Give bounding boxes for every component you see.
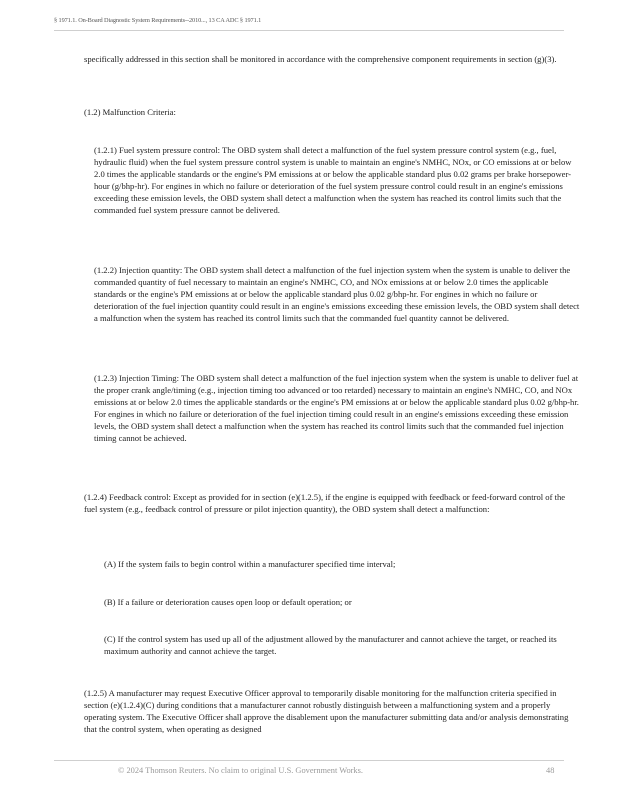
list-item-b: (B) If a failure or deterioration causes open loop or default operation; or (104, 597, 352, 607)
running-header: § 1971.1. On-Board Diagnostic System Requirements--2010..., 13 CA ADC § 1971.1 (54, 17, 262, 24)
paragraph-1-2-1: (1.2.1) Fuel system pressure control: The OBD system shall detect a malfunction of the fuel system pressure control system (e.g., fuel, hydraulic fluid) when the fuel system pressure control system is unable to maintain an engine's NMHC, NOx, or CO emissions at or below 2.0 times the applicable standards or the engine's PM emissions at or below the applicable standard plus 0.02 grams per brake horsepower-hour (g/bhp-hr). For engines in which no failure or deterioration of the fuel system pressure control could result in an engine's emissions exceeding these emission levels, the OBD system shall detect a malfunction when the system has reached its control limits such that the commanded fuel system pressure cannot be delivered. (94, 145, 572, 216)
paragraph-1-2-5: (1.2.5) A manufacturer may request Executive Officer approval to temporarily disable monitoring for the malfunction criteria specified in section (e)(1.2.4)(C) during conditions that a manufacturer cannot robustly distinguish between a malfunctioning system and a properly operating system. The Executive Officer shall approve the disablement upon the manufacturer submitting data and/or analysis demonstrating that the control system, when operating as designed (84, 688, 569, 735)
footer-divider (54, 760, 564, 761)
paragraph-1-2-3: (1.2.3) Injection Timing: The OBD system shall detect a malfunction of the fuel injection system when the system is unable to deliver fuel at the proper crank angle/timing (e.g., injection timing too advanced or too retarded) necessary to maintain an engine's NMHC, CO, and NOx emissions at or below 2.0 times the applicable standards or the engine's PM emissions at or below the applicable standard plus 0.02 g/bhp-hr. For engines in which no failure or deterioration of the fuel injection timing could result in an engine's emissions exceeding these emission levels, the OBD system shall detect a malfunction when the system has reached its control limits such that the commanded fuel injection timing cannot be achieved. (94, 373, 579, 444)
header-divider (54, 30, 564, 31)
page-number: 48 (546, 766, 555, 775)
paragraph-1-2-2: (1.2.2) Injection quantity: The OBD system shall detect a malfunction of the fuel injection system when the system is unable to deliver the commanded quantity of fuel necessary to maintain an engine's NMHC, CO, and NOx emissions at or below 2.0 times the applicable standards or the engine's PM emissions at or below the applicable standard plus 0.02 g/bhp-hr. For engines in which no failure or deterioration of the fuel injection quantity could result in an engine's emissions exceeding these emission levels, the OBD system shall detect a malfunction when the system has reached its control limits such that the commanded fuel quantity cannot be delivered. (94, 265, 580, 324)
copyright-notice: © 2024 Thomson Reuters. No claim to original U.S. Government Works. (118, 766, 363, 775)
list-item-c: (C) If the control system has used up all of the adjustment allowed by the manufacturer and cannot achieve the target, or reached its maximum authority and cannot achieve the target. (104, 634, 557, 657)
section-heading: (1.2) Malfunction Criteria: (84, 107, 176, 117)
intro-paragraph: specifically addressed in this section shall be monitored in accordance with the comprehensive component requirements in section (g)(3). (84, 54, 557, 64)
paragraph-1-2-4: (1.2.4) Feedback control: Except as provided for in section (e)(1.2.5), if the engine is equipped with feedback or feed-forward control of the fuel system (e.g., feedback control of pressure or pilot injection quantity), the OBD system shall detect a malfunction: (84, 492, 566, 515)
list-item-a: (A) If the system fails to begin control within a manufacturer specified time interval; (104, 559, 396, 569)
